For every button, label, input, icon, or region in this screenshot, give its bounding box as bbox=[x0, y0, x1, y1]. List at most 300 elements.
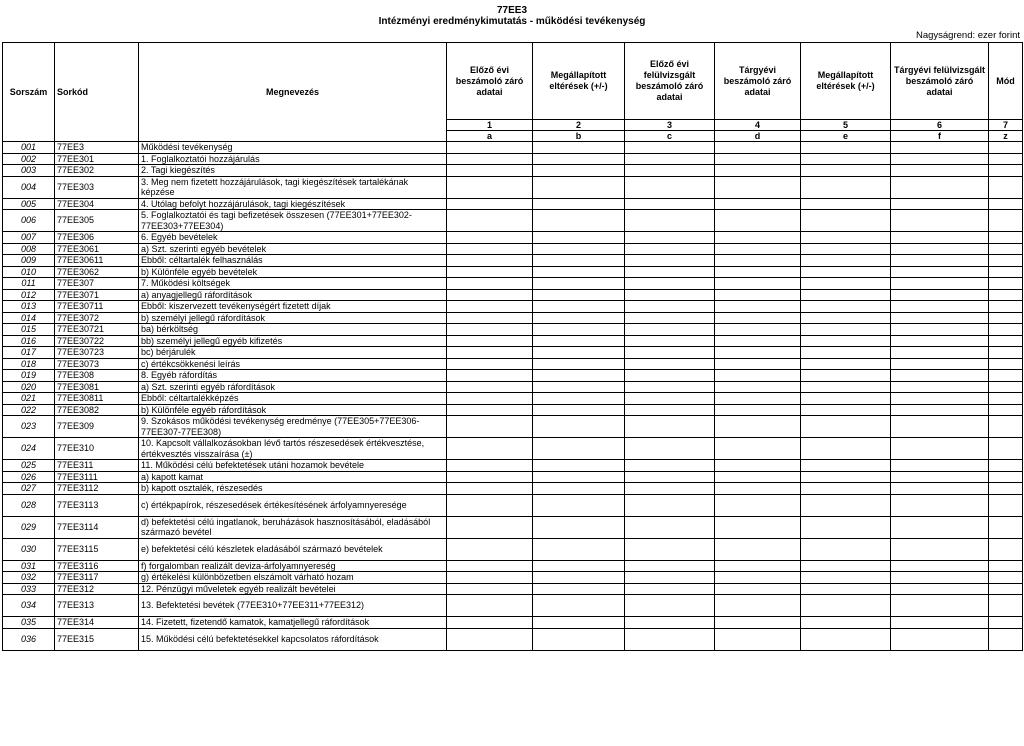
value-cell[interactable] bbox=[625, 324, 715, 336]
value-cell[interactable] bbox=[625, 438, 715, 460]
value-cell[interactable] bbox=[447, 471, 533, 483]
row-megnevezes: e) befektetési célú készletek eladásából származó bevételek bbox=[139, 538, 447, 560]
value-cell[interactable] bbox=[715, 572, 801, 584]
value-cell[interactable] bbox=[801, 255, 891, 267]
value-cell[interactable] bbox=[447, 483, 533, 495]
value-cell[interactable] bbox=[625, 595, 715, 617]
value-cell[interactable] bbox=[533, 516, 625, 538]
row-sorkod: 77EE30811 bbox=[55, 393, 139, 405]
value-cell[interactable] bbox=[533, 381, 625, 393]
value-cell[interactable] bbox=[715, 312, 801, 324]
value-cell[interactable] bbox=[715, 595, 801, 617]
value-cell[interactable] bbox=[447, 142, 533, 154]
value-cell[interactable] bbox=[533, 583, 625, 595]
value-cell[interactable] bbox=[625, 404, 715, 416]
unit-label: Nagyságrend: ezer forint bbox=[915, 30, 1020, 41]
value-cell[interactable] bbox=[625, 617, 715, 629]
value-cell[interactable] bbox=[801, 324, 891, 336]
value-cell[interactable] bbox=[891, 142, 989, 154]
row-sorszam: 009 bbox=[3, 255, 55, 267]
report-code: 77EE3 bbox=[496, 5, 528, 16]
value-cell[interactable] bbox=[801, 416, 891, 438]
value-cell[interactable] bbox=[533, 278, 625, 290]
row-sorszam: 018 bbox=[3, 358, 55, 370]
value-cell[interactable] bbox=[801, 393, 891, 405]
value-cell[interactable] bbox=[447, 347, 533, 359]
value-cell[interactable] bbox=[447, 324, 533, 336]
value-cell[interactable] bbox=[715, 404, 801, 416]
row-sorkod: 77EE309 bbox=[55, 416, 139, 438]
value-cell[interactable] bbox=[989, 255, 1023, 267]
value-cell[interactable] bbox=[625, 266, 715, 278]
value-cell[interactable] bbox=[625, 483, 715, 495]
table-row bbox=[3, 335, 1023, 347]
value-cell[interactable] bbox=[447, 595, 533, 617]
value-cell[interactable] bbox=[625, 538, 715, 560]
value-cell[interactable] bbox=[625, 572, 715, 584]
value-cell[interactable] bbox=[533, 560, 625, 572]
value-cell[interactable] bbox=[447, 232, 533, 244]
value-cell[interactable] bbox=[801, 560, 891, 572]
value-cell[interactable] bbox=[533, 255, 625, 267]
value-cell[interactable] bbox=[891, 617, 989, 629]
value-cell[interactable] bbox=[715, 335, 801, 347]
value-cell[interactable] bbox=[715, 210, 801, 232]
value-cell[interactable] bbox=[533, 176, 625, 198]
value-cell[interactable] bbox=[989, 595, 1023, 617]
value-cell[interactable] bbox=[989, 471, 1023, 483]
value-cell[interactable] bbox=[891, 628, 989, 650]
value-cell[interactable] bbox=[447, 516, 533, 538]
row-sorszam: 002 bbox=[3, 153, 55, 165]
value-cell[interactable] bbox=[533, 335, 625, 347]
row-megnevezes: Ebből: céltartalékképzés bbox=[139, 393, 447, 405]
value-cell[interactable] bbox=[891, 483, 989, 495]
value-cell[interactable] bbox=[989, 628, 1023, 650]
value-cell[interactable] bbox=[447, 381, 533, 393]
value-cell[interactable] bbox=[715, 347, 801, 359]
value-cell[interactable] bbox=[533, 266, 625, 278]
value-cell[interactable] bbox=[533, 538, 625, 560]
value-cell[interactable] bbox=[989, 416, 1023, 438]
value-cell[interactable] bbox=[989, 142, 1023, 154]
row-megnevezes: 14. Fizetett, fizetendő kamatok, kamatjellegű ráfordítások bbox=[139, 617, 447, 629]
value-cell[interactable] bbox=[989, 324, 1023, 336]
value-cell[interactable] bbox=[891, 301, 989, 313]
value-cell[interactable] bbox=[801, 165, 891, 177]
table-row bbox=[3, 617, 1023, 629]
value-cell[interactable] bbox=[715, 324, 801, 336]
value-cell[interactable] bbox=[801, 278, 891, 290]
value-cell[interactable] bbox=[533, 324, 625, 336]
value-cell[interactable] bbox=[533, 312, 625, 324]
value-cell[interactable] bbox=[989, 198, 1023, 210]
value-cell[interactable] bbox=[533, 210, 625, 232]
table-row bbox=[3, 165, 1023, 177]
value-cell[interactable] bbox=[533, 471, 625, 483]
value-cell[interactable] bbox=[801, 595, 891, 617]
value-cell[interactable] bbox=[715, 617, 801, 629]
value-cell[interactable] bbox=[801, 370, 891, 382]
table-row bbox=[3, 232, 1023, 244]
value-cell[interactable] bbox=[715, 483, 801, 495]
value-cell[interactable] bbox=[715, 393, 801, 405]
value-cell[interactable] bbox=[533, 232, 625, 244]
value-cell[interactable] bbox=[891, 232, 989, 244]
row-sorkod: 77EE302 bbox=[55, 165, 139, 177]
value-cell[interactable] bbox=[801, 404, 891, 416]
value-cell[interactable] bbox=[801, 153, 891, 165]
value-cell[interactable] bbox=[989, 335, 1023, 347]
value-cell[interactable] bbox=[625, 198, 715, 210]
value-cell[interactable] bbox=[715, 538, 801, 560]
value-cell[interactable] bbox=[625, 393, 715, 405]
value-cell[interactable] bbox=[625, 210, 715, 232]
value-cell[interactable] bbox=[715, 266, 801, 278]
value-cell[interactable] bbox=[801, 335, 891, 347]
value-cell[interactable] bbox=[715, 301, 801, 313]
value-cell[interactable] bbox=[801, 483, 891, 495]
value-cell[interactable] bbox=[715, 255, 801, 267]
value-cell[interactable] bbox=[801, 617, 891, 629]
value-cell[interactable] bbox=[533, 617, 625, 629]
value-cell[interactable] bbox=[625, 289, 715, 301]
value-cell[interactable] bbox=[447, 416, 533, 438]
value-cell[interactable] bbox=[801, 628, 891, 650]
value-cell[interactable] bbox=[891, 312, 989, 324]
value-cell[interactable] bbox=[801, 572, 891, 584]
value-cell[interactable] bbox=[625, 153, 715, 165]
value-cell[interactable] bbox=[801, 176, 891, 198]
value-cell[interactable] bbox=[533, 595, 625, 617]
value-cell[interactable] bbox=[989, 381, 1023, 393]
value-cell[interactable] bbox=[533, 358, 625, 370]
value-cell[interactable] bbox=[625, 628, 715, 650]
value-cell[interactable] bbox=[801, 301, 891, 313]
value-cell[interactable] bbox=[891, 289, 989, 301]
value-cell[interactable] bbox=[447, 153, 533, 165]
table-row bbox=[3, 516, 1023, 538]
value-cell[interactable] bbox=[447, 301, 533, 313]
value-cell[interactable] bbox=[533, 165, 625, 177]
value-cell[interactable] bbox=[989, 460, 1023, 472]
value-cell[interactable] bbox=[625, 176, 715, 198]
value-cell[interactable] bbox=[891, 210, 989, 232]
value-cell[interactable] bbox=[533, 628, 625, 650]
value-cell[interactable] bbox=[989, 494, 1023, 516]
value-cell[interactable] bbox=[625, 335, 715, 347]
value-cell[interactable] bbox=[447, 404, 533, 416]
value-cell[interactable] bbox=[891, 266, 989, 278]
value-cell[interactable] bbox=[989, 176, 1023, 198]
row-sorszam: 031 bbox=[3, 560, 55, 572]
value-cell[interactable] bbox=[447, 266, 533, 278]
value-cell[interactable] bbox=[989, 438, 1023, 460]
value-cell[interactable] bbox=[891, 153, 989, 165]
row-megnevezes: b) személyi jellegű ráfordítások bbox=[139, 312, 447, 324]
value-cell[interactable] bbox=[447, 494, 533, 516]
value-cell[interactable] bbox=[447, 335, 533, 347]
value-cell[interactable] bbox=[447, 617, 533, 629]
table-row bbox=[3, 255, 1023, 267]
col-letter: z bbox=[989, 131, 1023, 142]
table-row bbox=[3, 312, 1023, 324]
value-cell[interactable] bbox=[625, 583, 715, 595]
value-cell[interactable] bbox=[447, 583, 533, 595]
row-megnevezes: 10. Kapcsolt vállalkozásokban lévő tartós részesedések értékvesztése, értékvesztés visszaírása (±) bbox=[139, 438, 447, 460]
value-cell[interactable] bbox=[625, 255, 715, 267]
value-cell[interactable] bbox=[447, 538, 533, 560]
value-cell[interactable] bbox=[891, 381, 989, 393]
row-megnevezes: b) kapott osztalék, részesedés bbox=[139, 483, 447, 495]
row-sorkod: 77EE311 bbox=[55, 460, 139, 472]
value-cell[interactable] bbox=[989, 560, 1023, 572]
value-cell[interactable] bbox=[801, 289, 891, 301]
value-cell[interactable] bbox=[989, 312, 1023, 324]
value-cell[interactable] bbox=[891, 243, 989, 255]
table-row bbox=[3, 266, 1023, 278]
value-cell[interactable] bbox=[715, 289, 801, 301]
value-cell[interactable] bbox=[891, 324, 989, 336]
value-cell[interactable] bbox=[447, 278, 533, 290]
col-header: Előző évi beszámoló záró adatai bbox=[447, 43, 533, 120]
value-cell[interactable] bbox=[801, 494, 891, 516]
value-cell[interactable] bbox=[533, 438, 625, 460]
value-cell[interactable] bbox=[625, 471, 715, 483]
value-cell[interactable] bbox=[801, 198, 891, 210]
value-cell[interactable] bbox=[715, 165, 801, 177]
value-cell[interactable] bbox=[801, 583, 891, 595]
value-cell[interactable] bbox=[625, 232, 715, 244]
row-sorszam: 022 bbox=[3, 404, 55, 416]
value-cell[interactable] bbox=[533, 393, 625, 405]
value-cell[interactable] bbox=[801, 381, 891, 393]
value-cell[interactable] bbox=[989, 266, 1023, 278]
value-cell[interactable] bbox=[625, 347, 715, 359]
value-cell[interactable] bbox=[989, 358, 1023, 370]
header-row bbox=[3, 43, 1023, 120]
value-cell[interactable] bbox=[625, 312, 715, 324]
col-number: 7 bbox=[989, 120, 1023, 131]
value-cell[interactable] bbox=[533, 416, 625, 438]
row-sorszam: 015 bbox=[3, 324, 55, 336]
value-cell[interactable] bbox=[891, 572, 989, 584]
value-cell[interactable] bbox=[625, 416, 715, 438]
col-number: 5 bbox=[801, 120, 891, 131]
value-cell[interactable] bbox=[533, 483, 625, 495]
value-cell[interactable] bbox=[533, 370, 625, 382]
value-cell[interactable] bbox=[625, 243, 715, 255]
value-cell[interactable] bbox=[801, 266, 891, 278]
value-cell[interactable] bbox=[533, 142, 625, 154]
value-cell[interactable] bbox=[447, 165, 533, 177]
value-cell[interactable] bbox=[989, 301, 1023, 313]
value-cell[interactable] bbox=[625, 301, 715, 313]
value-cell[interactable] bbox=[801, 471, 891, 483]
value-cell[interactable] bbox=[625, 460, 715, 472]
value-cell[interactable] bbox=[801, 438, 891, 460]
value-cell[interactable] bbox=[801, 210, 891, 232]
value-cell[interactable] bbox=[801, 538, 891, 560]
value-cell[interactable] bbox=[801, 142, 891, 154]
value-cell[interactable] bbox=[715, 583, 801, 595]
value-cell[interactable] bbox=[625, 381, 715, 393]
value-cell[interactable] bbox=[625, 165, 715, 177]
value-cell[interactable] bbox=[891, 583, 989, 595]
value-cell[interactable] bbox=[715, 198, 801, 210]
value-cell[interactable] bbox=[891, 165, 989, 177]
value-cell[interactable] bbox=[533, 243, 625, 255]
table-row bbox=[3, 628, 1023, 650]
row-sorkod: 77EE307 bbox=[55, 278, 139, 290]
value-cell[interactable] bbox=[447, 370, 533, 382]
row-megnevezes: 9. Szokásos működési tevékenység eredménye (77EE305+77EE306-77EE307-77EE308) bbox=[139, 416, 447, 438]
row-sorszam: 027 bbox=[3, 483, 55, 495]
value-cell[interactable] bbox=[801, 243, 891, 255]
value-cell[interactable] bbox=[447, 572, 533, 584]
value-cell[interactable] bbox=[891, 416, 989, 438]
table-row bbox=[3, 595, 1023, 617]
value-cell[interactable] bbox=[801, 460, 891, 472]
value-cell[interactable] bbox=[989, 404, 1023, 416]
value-cell[interactable] bbox=[715, 358, 801, 370]
value-cell[interactable] bbox=[447, 255, 533, 267]
value-cell[interactable] bbox=[891, 438, 989, 460]
value-cell[interactable] bbox=[989, 347, 1023, 359]
value-cell[interactable] bbox=[891, 516, 989, 538]
value-cell[interactable] bbox=[891, 494, 989, 516]
value-cell[interactable] bbox=[801, 347, 891, 359]
value-cell[interactable] bbox=[989, 516, 1023, 538]
value-cell[interactable] bbox=[447, 198, 533, 210]
value-cell[interactable] bbox=[891, 538, 989, 560]
value-cell[interactable] bbox=[447, 176, 533, 198]
value-cell[interactable] bbox=[989, 210, 1023, 232]
value-cell[interactable] bbox=[989, 289, 1023, 301]
value-cell[interactable] bbox=[715, 560, 801, 572]
value-cell[interactable] bbox=[801, 358, 891, 370]
value-cell[interactable] bbox=[533, 572, 625, 584]
value-cell[interactable] bbox=[891, 278, 989, 290]
value-cell[interactable] bbox=[533, 404, 625, 416]
value-cell[interactable] bbox=[625, 516, 715, 538]
value-cell[interactable] bbox=[715, 460, 801, 472]
table-row bbox=[3, 393, 1023, 405]
value-cell[interactable] bbox=[447, 358, 533, 370]
value-cell[interactable] bbox=[989, 393, 1023, 405]
report-table bbox=[2, 42, 1023, 651]
row-megnevezes: Működési tevékenység bbox=[139, 142, 447, 154]
value-cell[interactable] bbox=[625, 560, 715, 572]
value-cell[interactable] bbox=[989, 572, 1023, 584]
value-cell[interactable] bbox=[715, 370, 801, 382]
value-cell[interactable] bbox=[447, 243, 533, 255]
value-cell[interactable] bbox=[891, 347, 989, 359]
value-cell[interactable] bbox=[715, 628, 801, 650]
value-cell[interactable] bbox=[891, 460, 989, 472]
value-cell[interactable] bbox=[891, 370, 989, 382]
value-cell[interactable] bbox=[891, 471, 989, 483]
value-cell[interactable] bbox=[533, 301, 625, 313]
value-cell[interactable] bbox=[989, 153, 1023, 165]
value-cell[interactable] bbox=[715, 438, 801, 460]
value-cell[interactable] bbox=[989, 583, 1023, 595]
value-cell[interactable] bbox=[891, 560, 989, 572]
value-cell[interactable] bbox=[891, 404, 989, 416]
value-cell[interactable] bbox=[447, 438, 533, 460]
value-cell[interactable] bbox=[533, 198, 625, 210]
value-cell[interactable] bbox=[625, 358, 715, 370]
row-sorkod: 77EE3062 bbox=[55, 266, 139, 278]
value-cell[interactable] bbox=[989, 232, 1023, 244]
value-cell[interactable] bbox=[989, 278, 1023, 290]
value-cell[interactable] bbox=[989, 165, 1023, 177]
value-cell[interactable] bbox=[891, 358, 989, 370]
value-cell[interactable] bbox=[715, 471, 801, 483]
value-cell[interactable] bbox=[447, 312, 533, 324]
row-megnevezes: 7. Működési költségek bbox=[139, 278, 447, 290]
value-cell[interactable] bbox=[715, 494, 801, 516]
value-cell[interactable] bbox=[447, 393, 533, 405]
value-cell[interactable] bbox=[533, 289, 625, 301]
value-cell[interactable] bbox=[533, 460, 625, 472]
col-header: Megállapított eltérések (+/-) bbox=[801, 43, 891, 120]
value-cell[interactable] bbox=[801, 232, 891, 244]
value-cell[interactable] bbox=[891, 595, 989, 617]
value-cell[interactable] bbox=[715, 142, 801, 154]
value-cell[interactable] bbox=[625, 278, 715, 290]
value-cell[interactable] bbox=[801, 516, 891, 538]
value-cell[interactable] bbox=[715, 381, 801, 393]
value-cell[interactable] bbox=[801, 312, 891, 324]
value-cell[interactable] bbox=[533, 153, 625, 165]
value-cell[interactable] bbox=[891, 176, 989, 198]
value-cell[interactable] bbox=[891, 393, 989, 405]
row-megnevezes: ba) bérköltség bbox=[139, 324, 447, 336]
value-cell[interactable] bbox=[715, 176, 801, 198]
value-cell[interactable] bbox=[715, 516, 801, 538]
value-cell[interactable] bbox=[989, 538, 1023, 560]
value-cell[interactable] bbox=[625, 494, 715, 516]
value-cell[interactable] bbox=[891, 255, 989, 267]
value-cell[interactable] bbox=[533, 494, 625, 516]
row-sorkod: 77EE303 bbox=[55, 176, 139, 198]
value-cell[interactable] bbox=[989, 483, 1023, 495]
value-cell[interactable] bbox=[447, 210, 533, 232]
value-cell[interactable] bbox=[989, 370, 1023, 382]
value-cell[interactable] bbox=[715, 153, 801, 165]
value-cell[interactable] bbox=[891, 198, 989, 210]
value-cell[interactable] bbox=[447, 289, 533, 301]
value-cell[interactable] bbox=[447, 460, 533, 472]
value-cell[interactable] bbox=[715, 416, 801, 438]
row-sorszam: 032 bbox=[3, 572, 55, 584]
col-number: 1 bbox=[447, 120, 533, 131]
value-cell[interactable] bbox=[447, 628, 533, 650]
value-cell[interactable] bbox=[533, 347, 625, 359]
value-cell[interactable] bbox=[989, 617, 1023, 629]
value-cell[interactable] bbox=[989, 243, 1023, 255]
row-sorkod: 77EE3112 bbox=[55, 483, 139, 495]
value-cell[interactable] bbox=[891, 335, 989, 347]
value-cell[interactable] bbox=[715, 243, 801, 255]
value-cell[interactable] bbox=[625, 142, 715, 154]
table-row bbox=[3, 324, 1023, 336]
value-cell[interactable] bbox=[447, 560, 533, 572]
value-cell[interactable] bbox=[715, 278, 801, 290]
value-cell[interactable] bbox=[715, 232, 801, 244]
value-cell[interactable] bbox=[625, 370, 715, 382]
